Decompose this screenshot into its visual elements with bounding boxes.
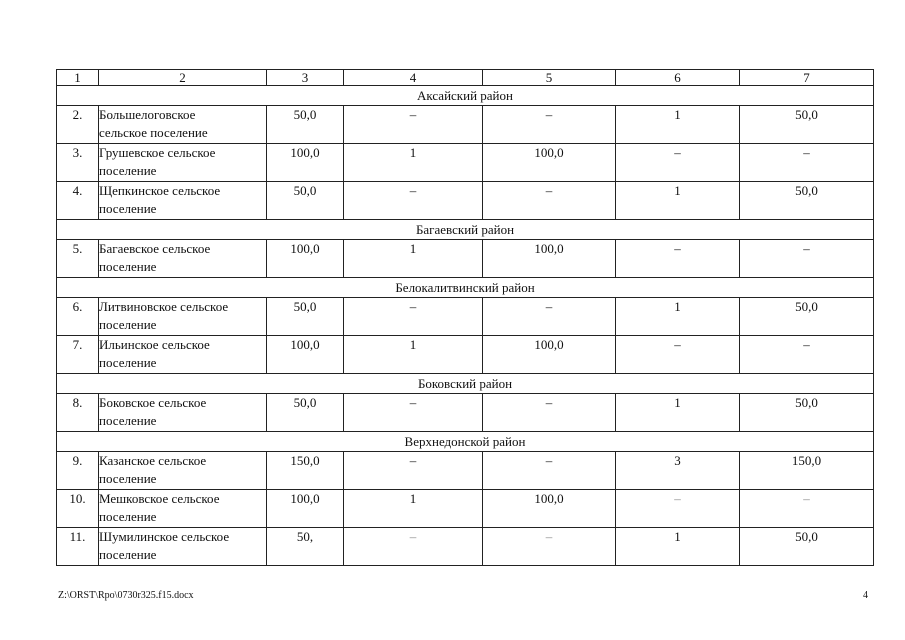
row-number: 11. — [57, 528, 99, 566]
header-cell: 4 — [344, 70, 483, 86]
settlement-name — [99, 394, 267, 432]
footer-file-path: Z:\ORST\Rpo\0730r325.f15.docx — [58, 590, 194, 601]
value-cell-3: 150,0 — [267, 452, 344, 490]
settlement-name-line: Грушевское сельское — [99, 145, 216, 160]
value-cell-6: – — [616, 336, 740, 374]
section-row — [57, 374, 874, 394]
settlement-name — [99, 106, 267, 144]
value-cell-4: 1 — [344, 336, 483, 374]
value-cell-4: 1 — [344, 240, 483, 278]
header-cell: 1 — [57, 70, 99, 86]
value-cell-3: 100,0 — [267, 336, 344, 374]
settlement-name-line: поселение — [99, 201, 157, 216]
value-cell-6: – — [616, 240, 740, 278]
settlement-name-line: сельское поселение — [99, 125, 208, 140]
value-cell-7: 150,0 — [740, 452, 874, 490]
value-cell-7: – — [740, 144, 874, 182]
row-number: 9. — [57, 452, 99, 490]
table-row — [57, 336, 874, 374]
settlement-name — [99, 490, 267, 528]
value-cell-6: 1 — [616, 182, 740, 220]
section-title: Боковский район — [57, 374, 874, 394]
table-row — [57, 106, 874, 144]
value-cell-4: 1 — [344, 144, 483, 182]
section-title: Аксайский район — [57, 86, 874, 106]
settlement-name-line: поселение — [99, 355, 157, 370]
row-number: 10. — [57, 490, 99, 528]
settlement-name-line: Боковское сельское — [99, 395, 207, 410]
row-number: 8. — [57, 394, 99, 432]
table-row — [57, 144, 874, 182]
settlement-name-line: Большелоговское — [99, 107, 196, 122]
settlement-name-line: Мешковское сельское — [99, 491, 220, 506]
table-row — [57, 528, 874, 566]
section-row — [57, 220, 874, 240]
value-cell-5: 100,0 — [483, 336, 616, 374]
settlement-name-line: поселение — [99, 259, 157, 274]
section-row — [57, 86, 874, 106]
value-cell-7: – — [740, 490, 874, 528]
settlement-name-line: поселение — [99, 163, 157, 178]
value-cell-6: – — [616, 490, 740, 528]
row-number: 7. — [57, 336, 99, 374]
value-cell-4: – — [344, 528, 483, 566]
value-cell-3: 50,0 — [267, 394, 344, 432]
value-cell-7: 50,0 — [740, 298, 874, 336]
header-cell: 5 — [483, 70, 616, 86]
value-cell-7: 50,0 — [740, 106, 874, 144]
header-cell: 3 — [267, 70, 344, 86]
table-row — [57, 394, 874, 432]
value-cell-3: 100,0 — [267, 240, 344, 278]
value-cell-6: 1 — [616, 528, 740, 566]
data-table — [56, 69, 874, 566]
table-row — [57, 490, 874, 528]
value-cell-6: 1 — [616, 106, 740, 144]
settlement-name-line: Казанское сельское — [99, 453, 207, 468]
section-title: Верхнедонской район — [57, 432, 874, 452]
value-cell-4: – — [344, 394, 483, 432]
value-cell-5: – — [483, 298, 616, 336]
row-number: 2. — [57, 106, 99, 144]
value-cell-3: 50,0 — [267, 106, 344, 144]
row-number: 5. — [57, 240, 99, 278]
value-cell-4: – — [344, 298, 483, 336]
table-body — [57, 70, 874, 566]
value-cell-5: – — [483, 452, 616, 490]
value-cell-4: 1 — [344, 490, 483, 528]
section-title: Багаевский район — [57, 220, 874, 240]
settlement-name-line: поселение — [99, 413, 157, 428]
section-row — [57, 432, 874, 452]
value-cell-6: – — [616, 144, 740, 182]
value-cell-4: – — [344, 452, 483, 490]
settlement-name — [99, 182, 267, 220]
value-cell-6: 3 — [616, 452, 740, 490]
value-cell-3: 50,0 — [267, 298, 344, 336]
header-cell: 7 — [740, 70, 874, 86]
settlement-name — [99, 528, 267, 566]
page-number: 4 — [863, 590, 868, 601]
table-row — [57, 240, 874, 278]
table-row — [57, 298, 874, 336]
table-row — [57, 182, 874, 220]
row-number: 6. — [57, 298, 99, 336]
settlement-name — [99, 336, 267, 374]
section-row — [57, 278, 874, 298]
value-cell-7: 50,0 — [740, 528, 874, 566]
value-cell-4: – — [344, 182, 483, 220]
settlement-name — [99, 298, 267, 336]
settlement-name-line: поселение — [99, 547, 157, 562]
value-cell-5: 100,0 — [483, 144, 616, 182]
value-cell-5: 100,0 — [483, 240, 616, 278]
value-cell-7: – — [740, 240, 874, 278]
value-cell-5: – — [483, 182, 616, 220]
value-cell-7: 50,0 — [740, 182, 874, 220]
settlement-name-line: Шумилинское сельское — [99, 529, 230, 544]
settlement-name-line: Ильинское сельское — [99, 337, 210, 352]
value-cell-5: – — [483, 394, 616, 432]
section-title: Белокалитвинский район — [57, 278, 874, 298]
settlement-name-line: поселение — [99, 317, 157, 332]
value-cell-3: 50,0 — [267, 182, 344, 220]
header-cell: 2 — [99, 70, 267, 86]
settlement-name-line: поселение — [99, 471, 157, 486]
value-cell-6: 1 — [616, 298, 740, 336]
header-row — [57, 70, 874, 86]
row-number: 4. — [57, 182, 99, 220]
value-cell-4: – — [344, 106, 483, 144]
value-cell-6: 1 — [616, 394, 740, 432]
value-cell-5: – — [483, 528, 616, 566]
value-cell-7: 50,0 — [740, 394, 874, 432]
settlement-name-line: Багаевское сельское — [99, 241, 211, 256]
value-cell-7: – — [740, 336, 874, 374]
value-cell-3: 50, — [267, 528, 344, 566]
value-cell-5: – — [483, 106, 616, 144]
settlement-name — [99, 240, 267, 278]
settlement-name-line: поселение — [99, 509, 157, 524]
table-row — [57, 452, 874, 490]
settlement-name-line: Литвиновское сельское — [99, 299, 229, 314]
row-number: 3. — [57, 144, 99, 182]
value-cell-5: 100,0 — [483, 490, 616, 528]
settlement-name-line: Щепкинское сельское — [99, 183, 221, 198]
value-cell-3: 100,0 — [267, 144, 344, 182]
value-cell-3: 100,0 — [267, 490, 344, 528]
settlement-name — [99, 452, 267, 490]
header-cell: 6 — [616, 70, 740, 86]
settlement-name — [99, 144, 267, 182]
